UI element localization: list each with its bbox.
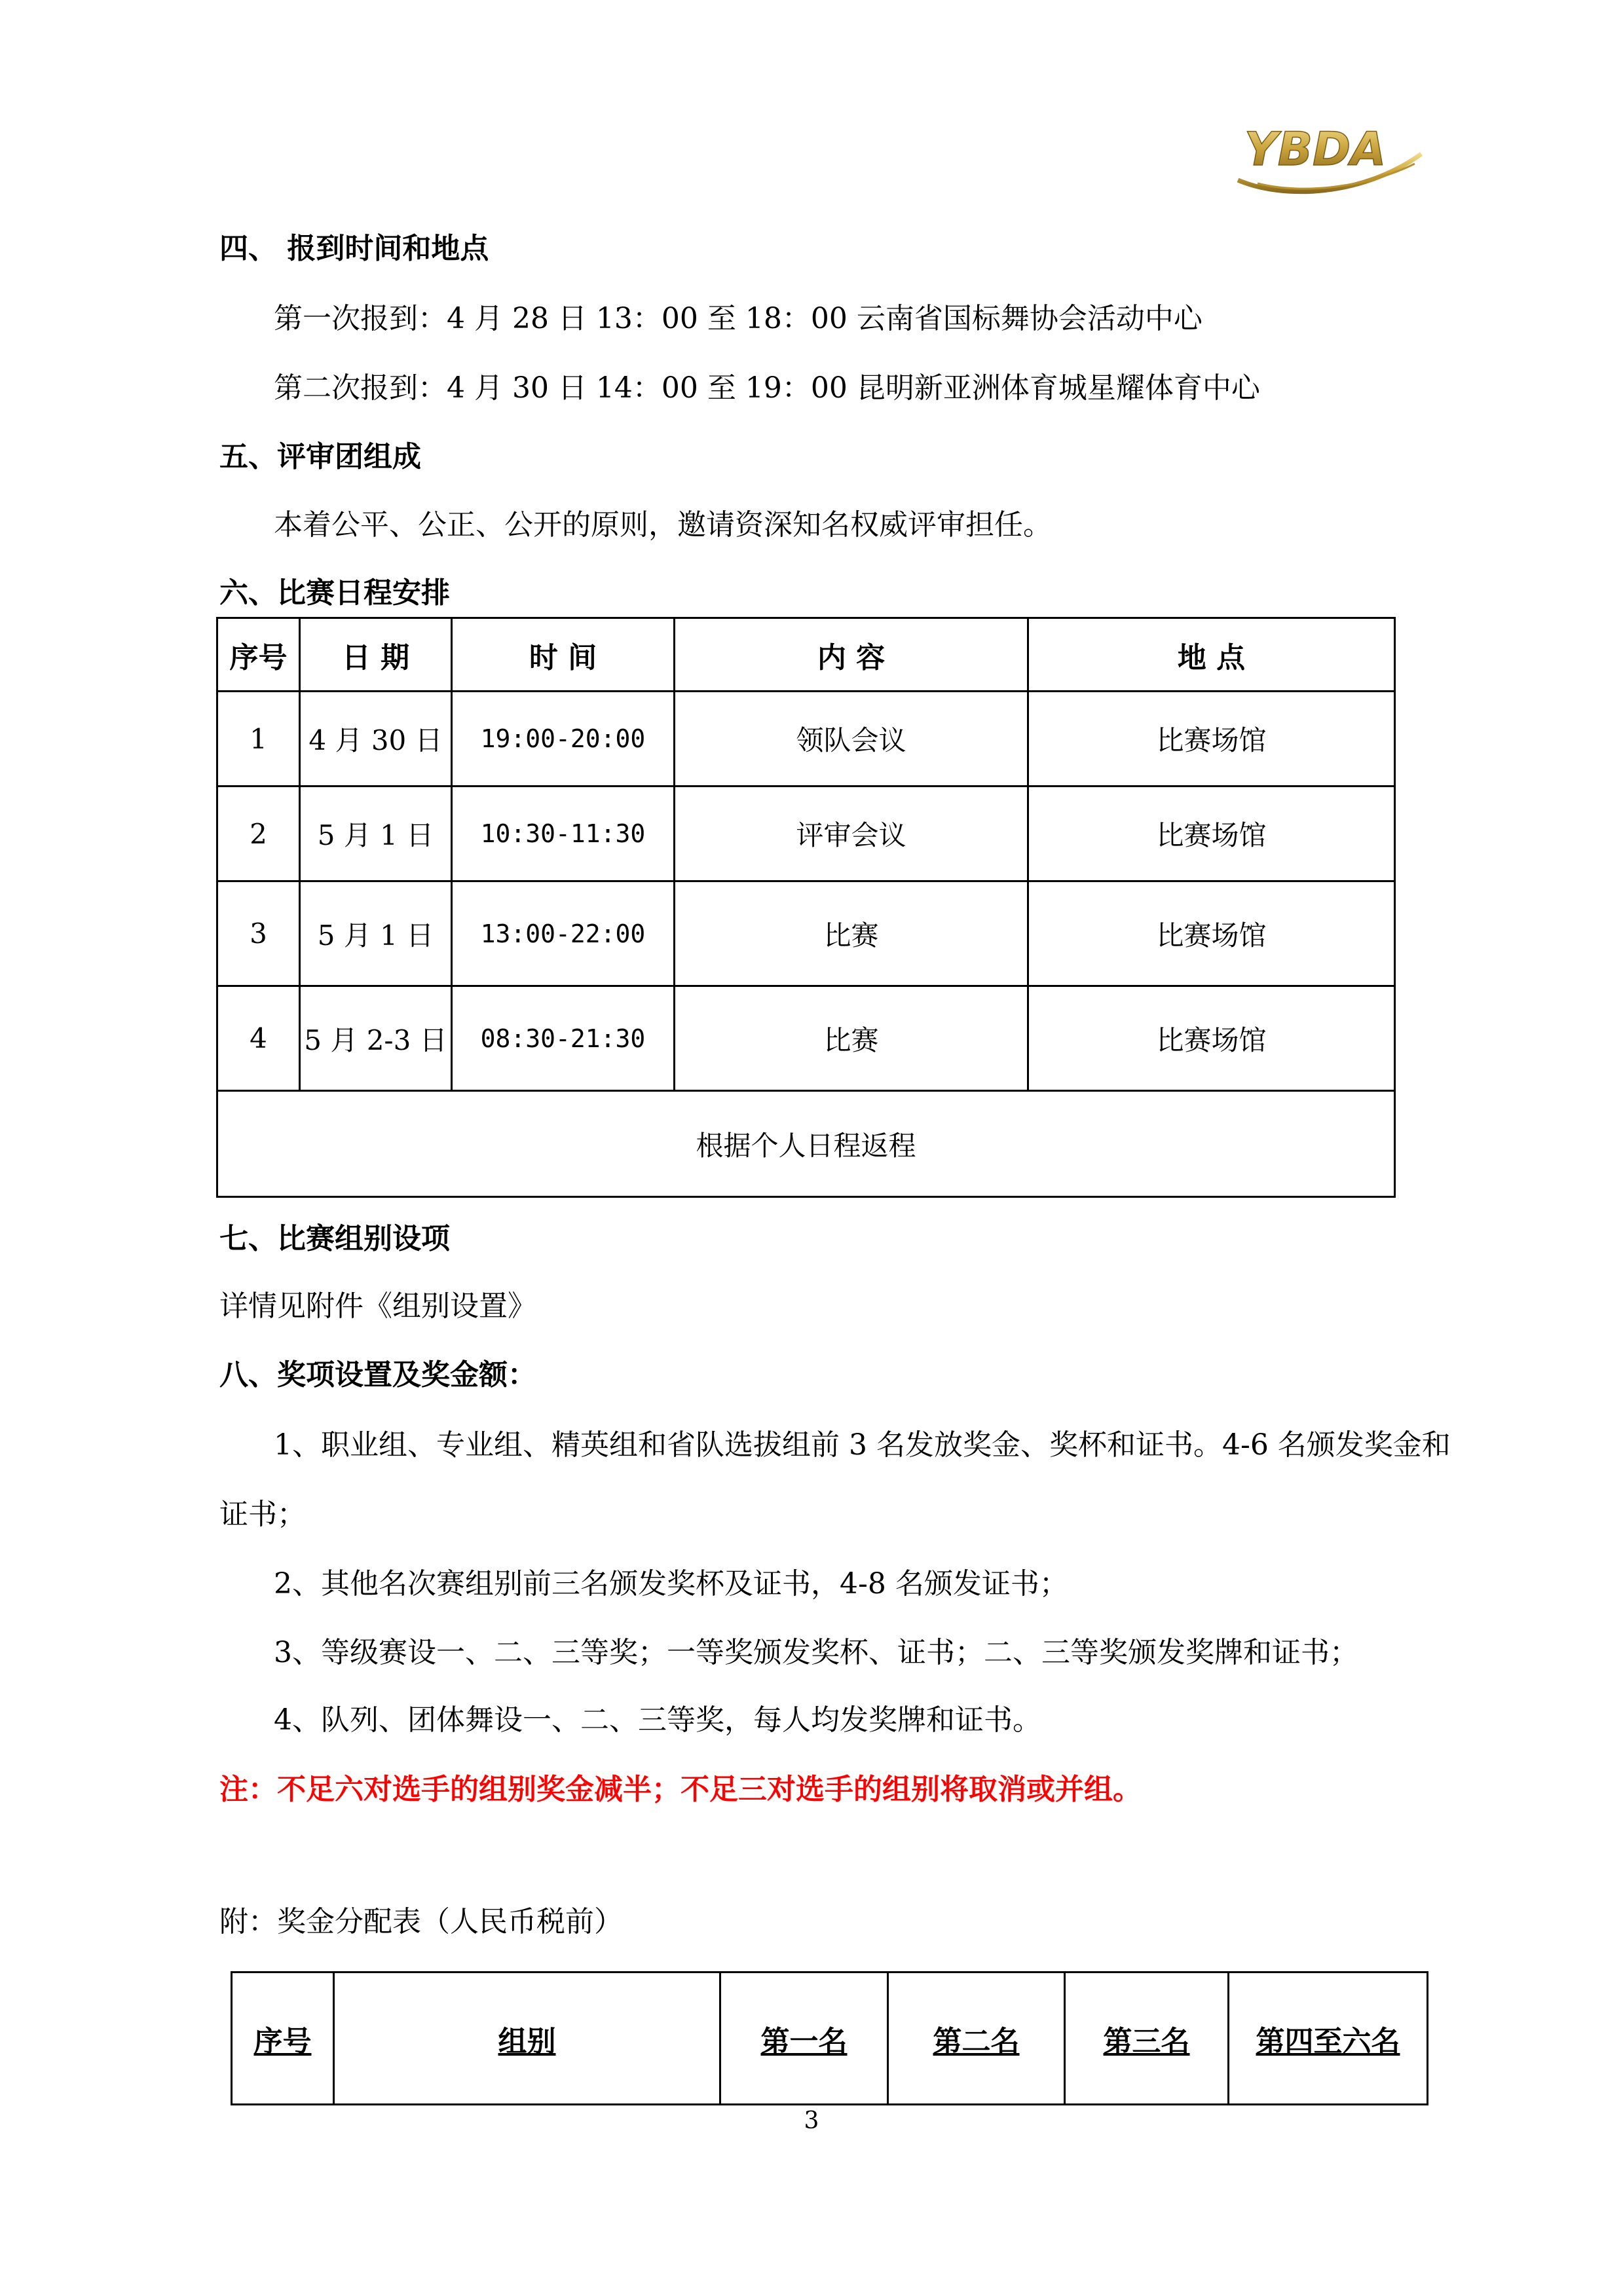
award-item-2: 2、其他名次赛组别前三名颁发奖杯及证书，4-8 名颁发证书；	[274, 1567, 1068, 1601]
row-content: 比赛	[675, 881, 1028, 986]
schedule-footer-row	[217, 1091, 1395, 1197]
prize-header-third: 第三名	[1065, 1972, 1229, 2105]
table-row	[217, 787, 1395, 881]
row-date: 5 月 1 日	[300, 881, 452, 986]
row-location: 比赛场馆	[1028, 986, 1395, 1091]
page-number: 3	[804, 2107, 819, 2134]
checkin-line-2: 第二次报到：4 月 30 日 14：00 至 19：00 昆明新亚洲体育城星耀体育中心	[274, 371, 1260, 405]
row-location: 比赛场馆	[1028, 881, 1395, 986]
row-date: 5 月 2-3 日	[300, 986, 452, 1091]
award-note: 注：不足六对选手的组别奖金减半；不足三对选手的组别将取消或并组。	[219, 1773, 1142, 1806]
row-time: 08:30-21:30	[452, 986, 675, 1091]
header-content: 内 容	[675, 618, 1028, 692]
row-date: 5 月 1 日	[300, 787, 452, 881]
appendix-title: 附：奖金分配表（人民币税前）	[219, 1905, 623, 1938]
schedule-footer: 根据个人日程返程	[217, 1091, 1395, 1197]
award-item-1a: 1、职业组、专业组、精英组和省队选拔组前 3 名发放奖金、奖杯和证书。4-6 名颁发奖金和	[274, 1428, 1451, 1462]
prize-header-first: 第一名	[720, 1972, 888, 2105]
row-location: 比赛场馆	[1028, 692, 1395, 787]
schedule-header-row	[217, 618, 1395, 692]
table-row	[217, 692, 1395, 787]
section-title-6: 六、比赛日程安排	[219, 576, 450, 610]
logo-text: YBDA	[1244, 122, 1387, 176]
row-content: 比赛	[675, 986, 1028, 1091]
header-location: 地 点	[1028, 618, 1395, 692]
table-row	[217, 986, 1395, 1091]
row-index: 1	[217, 692, 300, 787]
section-title-4: 四、 报到时间和地点	[219, 232, 489, 265]
prize-header-index: 序号	[232, 1972, 334, 2105]
row-time: 10:30-11:30	[452, 787, 675, 881]
award-item-1b: 证书；	[219, 1498, 306, 1531]
row-content: 领队会议	[675, 692, 1028, 787]
prize-header-group: 组别	[334, 1972, 720, 2105]
table-row	[217, 881, 1395, 986]
checkin-line-1: 第一次报到：4 月 28 日 13：00 至 18：00 云南省国标舞协会活动中心	[274, 302, 1203, 335]
row-index: 2	[217, 787, 300, 881]
jury-line: 本着公平、公正、公开的原则，邀请资深知名权威评审担任。	[274, 508, 1052, 542]
row-content: 评审会议	[675, 787, 1028, 881]
section-title-8: 八、奖项设置及奖金额：	[219, 1358, 536, 1392]
section-title-7: 七、比赛组别设项	[219, 1222, 450, 1255]
prize-header-fourth-sixth: 第四至六名	[1229, 1972, 1428, 2105]
prize-header-second: 第二名	[888, 1972, 1065, 2105]
header-index: 序号	[217, 618, 300, 692]
prize-table	[231, 1971, 1428, 2105]
ybda-logo	[1231, 118, 1428, 196]
header-time: 时 间	[452, 618, 675, 692]
row-time: 19:00-20:00	[452, 692, 675, 787]
schedule-table	[216, 617, 1396, 1198]
row-date: 4 月 30 日	[300, 692, 452, 787]
row-index: 4	[217, 986, 300, 1091]
header-date: 日 期	[300, 618, 452, 692]
row-index: 3	[217, 881, 300, 986]
award-item-4: 4、队列、团体舞设一、二、三等奖，每人均发奖牌和证书。	[274, 1703, 1041, 1737]
logo-swoosh-icon	[1231, 118, 1428, 196]
row-location: 比赛场馆	[1028, 787, 1395, 881]
award-item-3: 3、等级赛设一、二、三等奖；一等奖颁发奖杯、证书；二、三等奖颁发奖牌和证书；	[274, 1636, 1358, 1669]
prize-header-row	[232, 1972, 1428, 2105]
row-time: 13:00-22:00	[452, 881, 675, 986]
section-title-5: 五、评审团组成	[219, 440, 421, 473]
groups-line: 详情见附件《组别设置》	[219, 1289, 536, 1323]
